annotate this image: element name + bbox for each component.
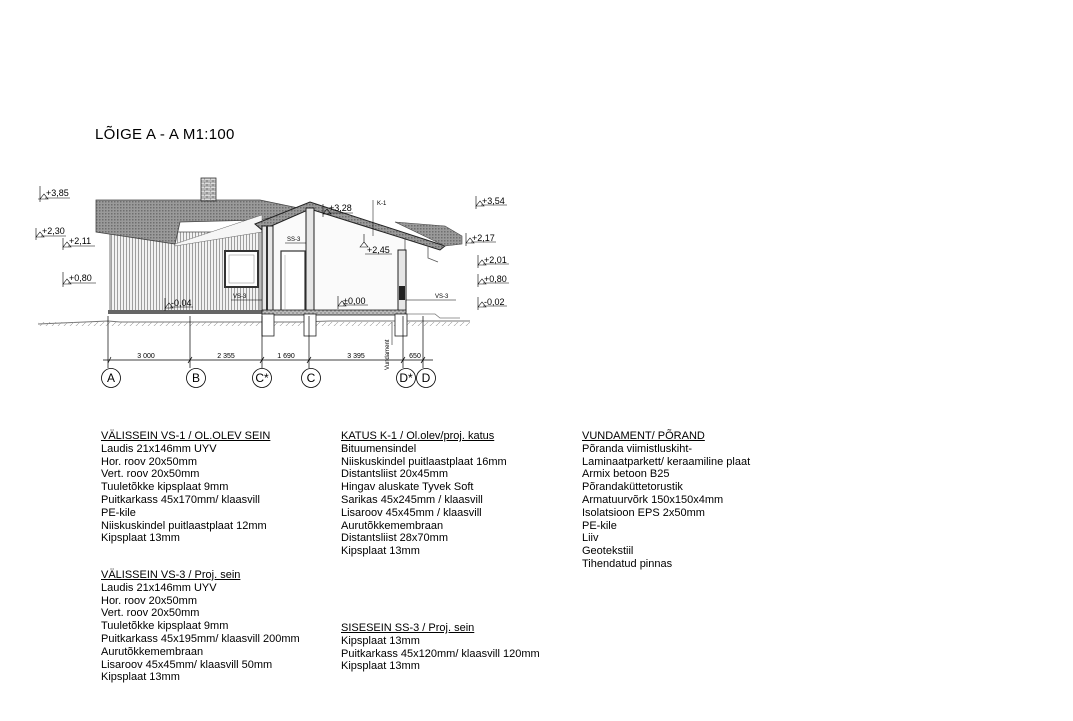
axis-bubble	[397, 369, 416, 388]
level-label: +2,17	[472, 233, 495, 243]
spec-line: Lisaroov 45x45mm/ klaasvill 50mm	[101, 658, 273, 671]
level-marker	[63, 272, 96, 287]
spec-block-vundament	[582, 430, 750, 571]
spec-line: Laminaatparkett/ keraamiline plaat	[582, 455, 751, 468]
spec-line: Aurutõkkemembraan	[101, 645, 204, 658]
spec-block-vs3	[101, 569, 300, 684]
level-label: +2,45	[367, 245, 390, 255]
level-marker	[38, 186, 70, 202]
level-label: +0,80	[69, 273, 92, 283]
drawing-title: LÕIGE A - A M1:100	[95, 126, 235, 143]
spec-line: Kipsplaat 13mm	[341, 634, 420, 647]
spec-line: Isolatsioon EPS 2x50mm	[582, 506, 705, 519]
spec-line: Niiskuskindel puitlaastplaat 12mm	[101, 519, 267, 532]
level-label: +0,80	[484, 274, 507, 284]
spec-line: Hingav aluskate Tyvek Soft	[341, 481, 474, 494]
axis-label: D	[421, 371, 431, 385]
spec-line: Sarikas 45x245mm / klaasvill	[341, 493, 483, 506]
axis-bubble	[102, 369, 121, 388]
spec-line: Hor. roov 20x50mm	[101, 594, 197, 607]
spec-line: Niiskuskindel puitlaastplaat 16mm	[341, 455, 507, 468]
axis-label: D*	[399, 371, 413, 385]
level-label: +2,01	[484, 255, 507, 265]
axis-bubble	[187, 369, 206, 388]
spec-line: Armix betoon B25	[582, 468, 670, 481]
level-marker	[476, 196, 507, 209]
spec-line: Liiv	[582, 532, 599, 545]
spec-line: Vert. roov 20x50mm	[101, 607, 200, 620]
chimney	[201, 178, 216, 201]
spec-line: Armatuurvõrk 150x150x4mm	[582, 493, 724, 506]
spec-line: Bituumensindel	[341, 442, 417, 455]
grid-axes	[102, 369, 436, 388]
foundation-tag: Vundament	[385, 339, 391, 370]
spec-heading: SISESEIN SS-3 / Proj. sein	[341, 622, 475, 634]
level-marker	[36, 226, 66, 240]
spec-line: Tuuletõkke kipsplaat 9mm	[101, 481, 229, 494]
spec-line: Distantsliist 28x70mm	[341, 532, 448, 545]
spec-line: Puitkarkass 45x195mm/ klaasvill 200mm	[101, 632, 300, 645]
level-label: ±0,00	[343, 296, 366, 306]
dimension-label: 2 355	[217, 353, 235, 360]
spec-line: Laudis 21x146mm UYV	[101, 442, 217, 455]
spec-heading: VUNDAMENT/ PÕRAND	[582, 430, 705, 442]
spec-line: Hor. roov 20x50mm	[101, 455, 197, 468]
level-label: +2,11	[69, 236, 92, 246]
axis-bubble	[302, 369, 321, 388]
spec-heading: KATUS K-1 / Ol.olev/proj. katus	[341, 430, 495, 442]
dimension-label: 3 000	[137, 353, 155, 360]
axis-bubble	[417, 369, 436, 388]
level-label: +3,85	[46, 188, 69, 198]
roof-tag: K-1	[377, 201, 387, 207]
door	[281, 251, 305, 311]
spec-line: Puitkarkass 45x170mm/ klaasvill	[101, 493, 260, 506]
level-marker	[478, 255, 509, 268]
spec-block-vs1	[101, 430, 270, 545]
level-label: -0,04	[171, 298, 192, 308]
level-label: -0,02	[484, 297, 505, 307]
level-marker	[478, 297, 507, 310]
spec-line: Distantsliist 20x45mm	[341, 468, 448, 481]
spec-line: Geotekstiil	[582, 545, 634, 558]
axis-label: C*	[255, 371, 269, 385]
spec-line: Põranda viimistluskiht-	[582, 442, 693, 455]
axis-bubble	[253, 369, 272, 388]
level-marker	[63, 236, 95, 250]
dimension-label: 3 395	[347, 353, 365, 360]
axis-label: C	[306, 371, 316, 385]
spec-line: Kipsplaat 13mm	[101, 532, 180, 545]
wall-tag: VS-3	[233, 294, 247, 300]
spec-line: Puitkarkass 45x120mm/ klaasvill 120mm	[341, 647, 540, 660]
dimension-label: 650	[409, 353, 421, 360]
dimension-label: 1 690	[277, 353, 295, 360]
spec-line: Aurutõkkemembraan	[341, 519, 444, 532]
extension	[255, 202, 462, 336]
spec-line: Kipsplaat 13mm	[341, 545, 420, 558]
spec-line: Kipsplaat 13mm	[341, 660, 420, 673]
level-marker	[478, 274, 509, 287]
spec-block-k1	[341, 430, 507, 558]
spec-line: Tuuletõkke kipsplaat 9mm	[101, 620, 229, 633]
level-marker	[466, 233, 496, 246]
level-markers-right	[466, 196, 509, 310]
axis-label: A	[106, 371, 116, 385]
spec-heading: VÄLISSEIN VS-1 / OL.OLEV SEIN	[101, 430, 271, 442]
level-label: +3,54	[482, 196, 505, 206]
level-label: +3,28	[329, 203, 352, 213]
spec-line: Lisaroov 45x45mm / klaasvill	[341, 506, 482, 519]
inner-wall-tag: SS-3	[287, 237, 301, 243]
wall-tag: VS-3	[435, 294, 449, 300]
spec-line: PE-kile	[582, 519, 617, 532]
spec-line: Vert. roov 20x50mm	[101, 468, 200, 481]
spec-line: Põrandaküttetorustik	[582, 481, 683, 494]
spec-heading: VÄLISSEIN VS-3 / Proj. sein	[101, 569, 241, 581]
spec-line: PE-kile	[101, 506, 136, 519]
spec-block-ss3	[341, 622, 540, 673]
spec-line: Kipsplaat 13mm	[101, 671, 180, 684]
spec-line: Tihendatud pinnas	[582, 557, 673, 570]
axis-label: B	[191, 371, 201, 385]
level-label: +2,30	[42, 226, 65, 236]
spec-line: Laudis 21x146mm UYV	[101, 581, 217, 594]
window	[225, 251, 258, 287]
